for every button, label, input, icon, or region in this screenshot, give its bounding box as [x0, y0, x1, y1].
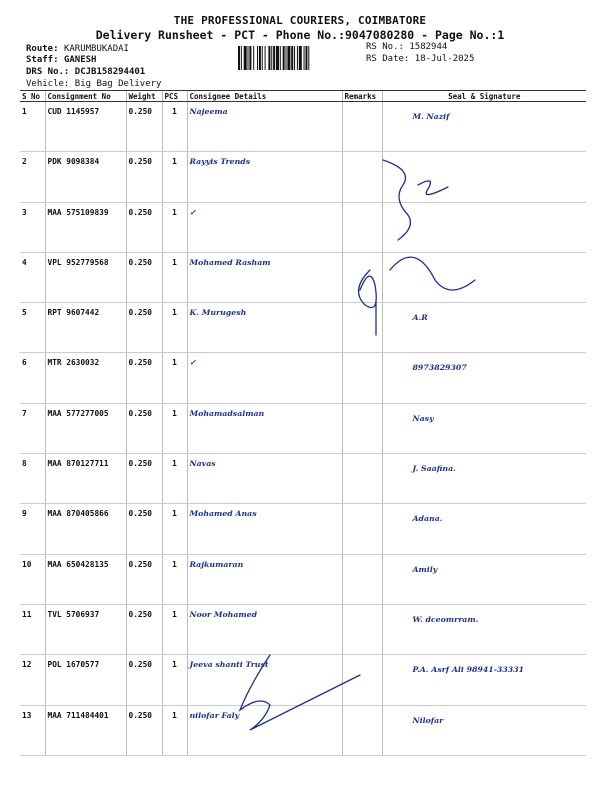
table-row — [20, 353, 586, 403]
drs-label: DRS No.: — [26, 67, 70, 77]
cell-weight: 0.250 — [126, 705, 162, 755]
header-sno: S No — [20, 91, 45, 102]
barcode-bar — [304, 46, 305, 70]
barcode-bar — [287, 46, 290, 70]
barcode-bar — [271, 46, 272, 70]
runsheet-table — [20, 90, 586, 756]
cell-consignment: MAA 650428135 — [45, 554, 126, 604]
barcode — [236, 46, 362, 70]
cell-consignee: Mohamadsalman — [187, 403, 342, 453]
cell-pcs: 1 — [162, 554, 187, 604]
cell-pcs: 1 — [162, 252, 187, 302]
cell-consignee: ✓ — [187, 353, 342, 403]
table-row — [20, 504, 586, 554]
cell-sno: 3 — [20, 202, 45, 252]
cell-consignee: K. Murugesh — [187, 303, 342, 353]
cell-signature: W. dceomrram. — [382, 604, 586, 654]
cell-consignee: Navas — [187, 454, 342, 504]
cell-signature: 8973829307 — [382, 353, 586, 403]
cell-signature — [382, 152, 586, 202]
rs-date-line — [366, 54, 474, 64]
barcode-bar — [286, 46, 287, 70]
cell-consignment: MTR 2630032 — [45, 353, 126, 403]
table-row — [20, 102, 586, 152]
barcode-bar — [283, 46, 285, 70]
table-row — [20, 454, 586, 504]
barcode-bar — [291, 46, 293, 70]
cell-sno: 9 — [20, 504, 45, 554]
cell-pcs: 1 — [162, 202, 187, 252]
cell-remarks — [342, 454, 382, 504]
cell-weight: 0.250 — [126, 353, 162, 403]
table-row — [20, 705, 586, 755]
cell-pcs: 1 — [162, 604, 187, 654]
barcode-bar — [262, 46, 263, 70]
cell-weight: 0.250 — [126, 403, 162, 453]
cell-consignment: MAA 870405866 — [45, 504, 126, 554]
rs-date-label: RS Date: — [366, 54, 410, 64]
cell-weight: 0.250 — [126, 655, 162, 705]
drs-value: DCJB158294401 — [74, 67, 146, 77]
cell-signature: M. Nazif — [382, 102, 586, 152]
cell-weight: 0.250 — [126, 152, 162, 202]
barcode-bar — [244, 46, 247, 70]
cell-consignee: ✓ — [187, 202, 342, 252]
cell-remarks — [342, 705, 382, 755]
cell-sno: 4 — [20, 252, 45, 302]
table-row — [20, 554, 586, 604]
table-row — [20, 202, 586, 252]
barcode-bar — [248, 46, 249, 70]
cell-remarks — [342, 252, 382, 302]
barcode-bar — [259, 46, 261, 70]
cell-consignee: Mohamed Anas — [187, 504, 342, 554]
runsheet-subtitle: Delivery Runsheet - PCT - Phone No.:9047080280 - Page No.:1 — [95, 28, 505, 42]
drs-line — [26, 67, 145, 77]
barcode-bar — [297, 46, 298, 70]
barcode-bar — [299, 46, 302, 70]
cell-signature: Adana. — [382, 504, 586, 554]
cell-consignment: CUD 1145957 — [45, 102, 126, 152]
cell-weight: 0.250 — [126, 554, 162, 604]
cell-pcs: 1 — [162, 303, 187, 353]
vehicle-value: Big Bag Delivery — [74, 79, 162, 89]
header-consignment: Consignment No — [45, 91, 126, 102]
cell-weight: 0.250 — [126, 303, 162, 353]
cell-remarks — [342, 202, 382, 252]
cell-consignee: Rayyis Trends — [187, 152, 342, 202]
route-line — [26, 44, 129, 54]
cell-sno: 6 — [20, 353, 45, 403]
staff-value: GANESH — [63, 55, 97, 65]
cell-consignee: nilofar Faly — [187, 705, 342, 755]
cell-remarks — [342, 655, 382, 705]
cell-weight: 0.250 — [126, 504, 162, 554]
cell-signature: J. Saafina. — [382, 454, 586, 504]
cell-signature: Nasy — [382, 403, 586, 453]
cell-weight: 0.250 — [126, 604, 162, 654]
barcode-bar — [308, 46, 309, 70]
header-consignee: Consignee Details — [187, 91, 342, 102]
company-title: THE PROFESSIONAL COURIERS, COIMBATORE — [173, 14, 427, 27]
table-row — [20, 303, 586, 353]
cell-consignee: Noor Mohamed — [187, 604, 342, 654]
table-row — [20, 655, 586, 705]
cell-consignment: VPL 952779568 — [45, 252, 126, 302]
cell-remarks — [342, 604, 382, 654]
cell-weight: 0.250 — [126, 454, 162, 504]
cell-pcs: 1 — [162, 403, 187, 453]
route-label: Route: — [26, 44, 59, 54]
cell-consignee: Rajkumaran — [187, 554, 342, 604]
barcode-bar — [305, 46, 307, 70]
cell-remarks — [342, 403, 382, 453]
cell-consignment: MAA 870127711 — [45, 454, 126, 504]
header-signature: Seal & Signature — [382, 91, 586, 102]
barcode-bar — [294, 46, 295, 70]
barcode-bar — [280, 46, 281, 70]
cell-signature: Nilofar — [382, 705, 586, 755]
cell-sno: 12 — [20, 655, 45, 705]
cell-sno: 2 — [20, 152, 45, 202]
cell-remarks — [342, 102, 382, 152]
header-pcs: PCS — [162, 91, 187, 102]
barcode-bar — [265, 46, 266, 70]
barcode-bar — [276, 46, 279, 70]
table-header-row — [20, 91, 586, 102]
cell-consignment: PDK 9098384 — [45, 152, 126, 202]
cell-pcs: 1 — [162, 655, 187, 705]
cell-signature — [382, 202, 586, 252]
cell-weight: 0.250 — [126, 202, 162, 252]
cell-weight: 0.250 — [126, 252, 162, 302]
cell-sno: 7 — [20, 403, 45, 453]
cell-weight: 0.250 — [126, 102, 162, 152]
cell-remarks — [342, 303, 382, 353]
cell-consignee: Najeema — [187, 102, 342, 152]
cell-consignment: MAA 577277005 — [45, 403, 126, 453]
cell-consignment: TVL 5706937 — [45, 604, 126, 654]
cell-remarks — [342, 554, 382, 604]
staff-line — [26, 55, 96, 65]
cell-pcs: 1 — [162, 102, 187, 152]
rs-no-value: 1582944 — [409, 42, 448, 52]
cell-sno: 1 — [20, 102, 45, 152]
vehicle-label: Vehicle: — [26, 79, 70, 89]
cell-sno: 8 — [20, 454, 45, 504]
cell-consignment: MAA 711484401 — [45, 705, 126, 755]
barcode-bar — [238, 46, 240, 70]
table-row — [20, 152, 586, 202]
barcode-bar — [253, 46, 254, 70]
cell-consignee: Jeeva shanti Trust — [187, 655, 342, 705]
cell-pcs: 1 — [162, 705, 187, 755]
barcode-bar — [257, 46, 258, 70]
header-remarks: Remarks — [342, 91, 382, 102]
cell-consignment: RPT 9607442 — [45, 303, 126, 353]
cell-pcs: 1 — [162, 454, 187, 504]
cell-remarks — [342, 353, 382, 403]
cell-sno: 10 — [20, 554, 45, 604]
cell-signature: P.A. Asrf Ali 98941-33331 — [382, 655, 586, 705]
barcode-bar — [249, 46, 251, 70]
cell-sno: 5 — [20, 303, 45, 353]
rs-no-label: RS No.: — [366, 42, 404, 52]
header-weight: Weight — [126, 91, 162, 102]
cell-signature: A.R — [382, 303, 586, 353]
barcode-bar — [273, 46, 275, 70]
route-value: KARUMBUKADAI — [63, 44, 129, 54]
table-row — [20, 252, 586, 302]
cell-sno: 13 — [20, 705, 45, 755]
cell-pcs: 1 — [162, 152, 187, 202]
barcode-bar — [241, 46, 242, 70]
staff-label: Staff: — [26, 55, 59, 65]
cell-signature: Amily — [382, 554, 586, 604]
cell-pcs: 1 — [162, 353, 187, 403]
cell-sno: 11 — [20, 604, 45, 654]
cell-consignment: POL 1670577 — [45, 655, 126, 705]
table-row — [20, 604, 586, 654]
cell-consignee: Mohamed Rasham — [187, 252, 342, 302]
rs-no-line — [366, 42, 447, 52]
cell-remarks — [342, 504, 382, 554]
vehicle-line — [26, 79, 161, 89]
cell-remarks — [342, 152, 382, 202]
cell-pcs: 1 — [162, 504, 187, 554]
barcode-bar — [268, 46, 270, 70]
table-row — [20, 403, 586, 453]
rs-date-value: 18-Jul-2025 — [414, 54, 475, 64]
cell-signature — [382, 252, 586, 302]
cell-consignment: MAA 575109839 — [45, 202, 126, 252]
